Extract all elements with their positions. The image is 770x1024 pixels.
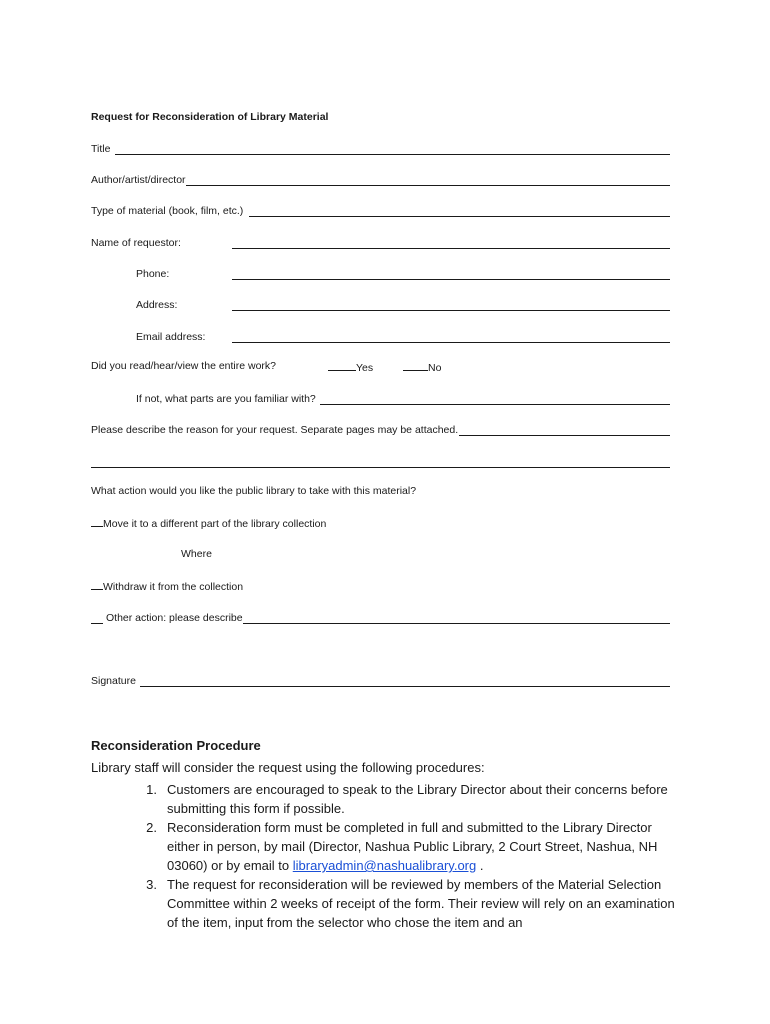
no-label: No	[428, 362, 442, 374]
signature-field[interactable]	[91, 673, 670, 687]
email-field[interactable]	[136, 329, 670, 343]
procedure-item-number: 1.	[146, 782, 157, 797]
move-label: Move it to a different part of the library collection	[103, 518, 327, 530]
yes-option[interactable]	[328, 360, 373, 374]
title-label: Title	[91, 143, 111, 155]
author-label: Author/artist/director	[91, 174, 186, 186]
yes-blank[interactable]	[328, 360, 356, 371]
type-field[interactable]	[91, 203, 670, 217]
type-label: Type of material (book, film, etc.)	[91, 205, 244, 217]
withdraw-label: Withdraw it from the collection	[103, 581, 244, 593]
signature-blank[interactable]	[140, 676, 670, 687]
where-label: Where	[181, 548, 212, 560]
title-field[interactable]	[91, 141, 670, 155]
reason-extra-line[interactable]	[91, 454, 670, 468]
address-field[interactable]	[136, 297, 670, 311]
familiar-field[interactable]	[136, 391, 670, 405]
procedure-item-number: 3.	[146, 877, 157, 892]
procedure-item-2-text-before: Reconsideration form must be completed in full and submitted to the Library Director either in person, by mail (Director, Nashua Public Library, 2 Court Street, Nashua, NH 03060) or by email to	[167, 820, 658, 873]
reason-label: Please describe the reason for your request. Separate pages may be attached.	[91, 424, 459, 436]
procedure-intro: Library staff will consider the request using the following procedures:	[91, 760, 485, 775]
form-title: Request for Reconsideration of Library Material	[91, 111, 329, 123]
withdraw-blank[interactable]	[91, 579, 103, 590]
address-label: Address:	[136, 299, 178, 311]
procedure-item-text: The request for reconsideration will be reviewed by members of the Material Selection Committee within 2 weeks of receipt of the form. Their review will rely on an examination of the item, input from the selector who chose the item and an	[167, 877, 675, 930]
other-label: Other action: please describe	[106, 612, 243, 624]
author-blank[interactable]	[186, 175, 670, 186]
author-field[interactable]	[91, 172, 670, 186]
action-question: What action would you like the public library to take with this material?	[91, 485, 417, 497]
option-other[interactable]	[91, 610, 670, 624]
procedure-item-text: Customers are encouraged to speak to the Library Director about their concerns before submitting this form if possible.	[167, 782, 668, 816]
option-withdraw[interactable]	[91, 579, 243, 593]
reason-blank[interactable]	[459, 425, 670, 436]
library-email-link[interactable]: libraryadmin@nashualibrary.org	[292, 858, 477, 873]
procedure-item-number: 2.	[146, 820, 157, 835]
name-blank[interactable]	[232, 238, 670, 249]
email-label: Email address:	[136, 331, 206, 343]
procedure-item-text	[167, 818, 681, 875]
yes-label: Yes	[356, 362, 374, 374]
address-blank[interactable]	[232, 300, 670, 311]
procedure-item-2	[91, 818, 681, 875]
no-option[interactable]	[403, 360, 441, 374]
name-field[interactable]	[91, 235, 670, 249]
familiar-blank[interactable]	[320, 394, 670, 405]
phone-blank[interactable]	[232, 269, 670, 280]
procedure-heading: Reconsideration Procedure	[91, 738, 261, 753]
read-question-text: Did you read/hear/view the entire work?	[91, 360, 277, 372]
move-blank[interactable]	[91, 516, 103, 527]
phone-label: Phone:	[136, 268, 170, 280]
reason-field[interactable]	[91, 422, 670, 436]
other-describe-blank[interactable]	[243, 613, 670, 624]
option-move[interactable]	[91, 516, 326, 530]
phone-field[interactable]	[136, 266, 670, 280]
name-label: Name of requestor:	[91, 237, 181, 249]
type-blank[interactable]	[249, 206, 670, 217]
procedure-item-1	[91, 780, 681, 818]
read-question	[91, 360, 276, 372]
email-blank[interactable]	[232, 332, 670, 343]
no-blank[interactable]	[403, 360, 428, 371]
familiar-label: If not, what parts are you familiar with?	[136, 393, 316, 405]
procedure-list	[91, 780, 681, 932]
signature-label: Signature	[91, 675, 136, 687]
procedure-item-2-text-after: .	[479, 858, 484, 873]
title-blank[interactable]	[115, 144, 670, 155]
other-blank[interactable]	[91, 613, 103, 624]
procedure-item-3	[91, 875, 681, 932]
reason-extra-blank[interactable]	[91, 457, 670, 468]
